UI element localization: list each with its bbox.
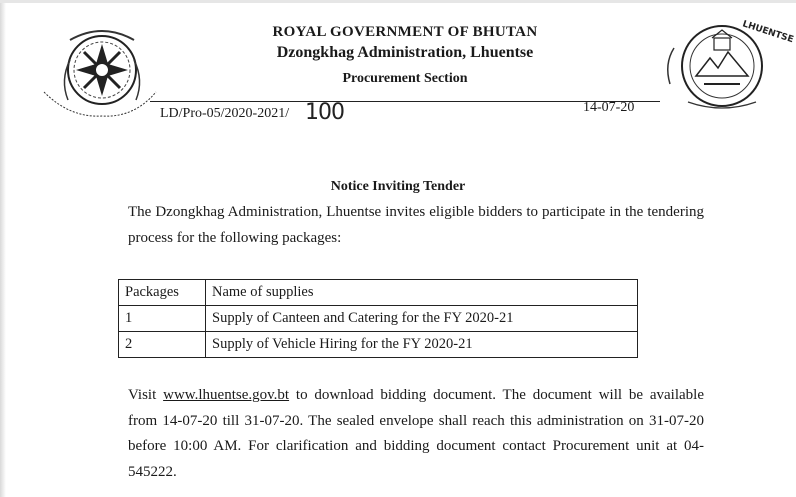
page-top-edge — [0, 0, 796, 3]
table-cell: Supply of Vehicle Hiring for the FY 2020-21 — [206, 332, 638, 358]
table-cell: Supply of Canteen and Catering for the FY 2020-21 — [206, 306, 638, 332]
table-row — [119, 332, 638, 358]
table-header-row — [119, 280, 638, 306]
closing-text: to download bidding document. The document will be available from 14-07-20 till 31-07-20. The sealed envelope shall reach this administration on 31-07-20 before 10:00 AM. For clarification and bidding document contact Procurement unit at 04-545222. — [128, 387, 704, 480]
header-government: ROYAL GOVERNMENT OF BHUTAN — [272, 24, 538, 40]
closing-prefix: Visit — [128, 387, 164, 403]
reference-number: LD/Pro-05/2020-2021/ — [160, 106, 290, 121]
dzongkhag-logo-icon — [660, 14, 795, 114]
table-cell: 1 — [119, 306, 206, 332]
table-row — [119, 306, 638, 332]
reference-handwritten-number: 100 — [305, 100, 344, 125]
closing-paragraph — [128, 383, 704, 485]
logo-arc-text: LHUENTSE — [741, 19, 795, 46]
header-section: Procurement Section — [342, 71, 468, 86]
national-emblem-icon — [40, 20, 158, 120]
table-cell: 2 — [119, 332, 206, 358]
header-administration: Dzongkhag Administration, Lhuentse — [276, 44, 534, 61]
table-header-cell: Name of supplies — [206, 280, 638, 306]
notice-title: Notice Inviting Tender — [330, 179, 466, 194]
intro-paragraph: The Dzongkhag Administration, Lhuentse invites eligible bidders to participate in the tendering process for the following packages: — [128, 204, 704, 246]
notice-date: 14-07-20 — [583, 100, 635, 115]
page-edge-shadow — [0, 0, 6, 497]
website-link[interactable]: www.lhuentse.gov.bt — [163, 387, 290, 403]
table-header-cell: Packages — [119, 280, 206, 306]
packages-table — [118, 279, 638, 358]
